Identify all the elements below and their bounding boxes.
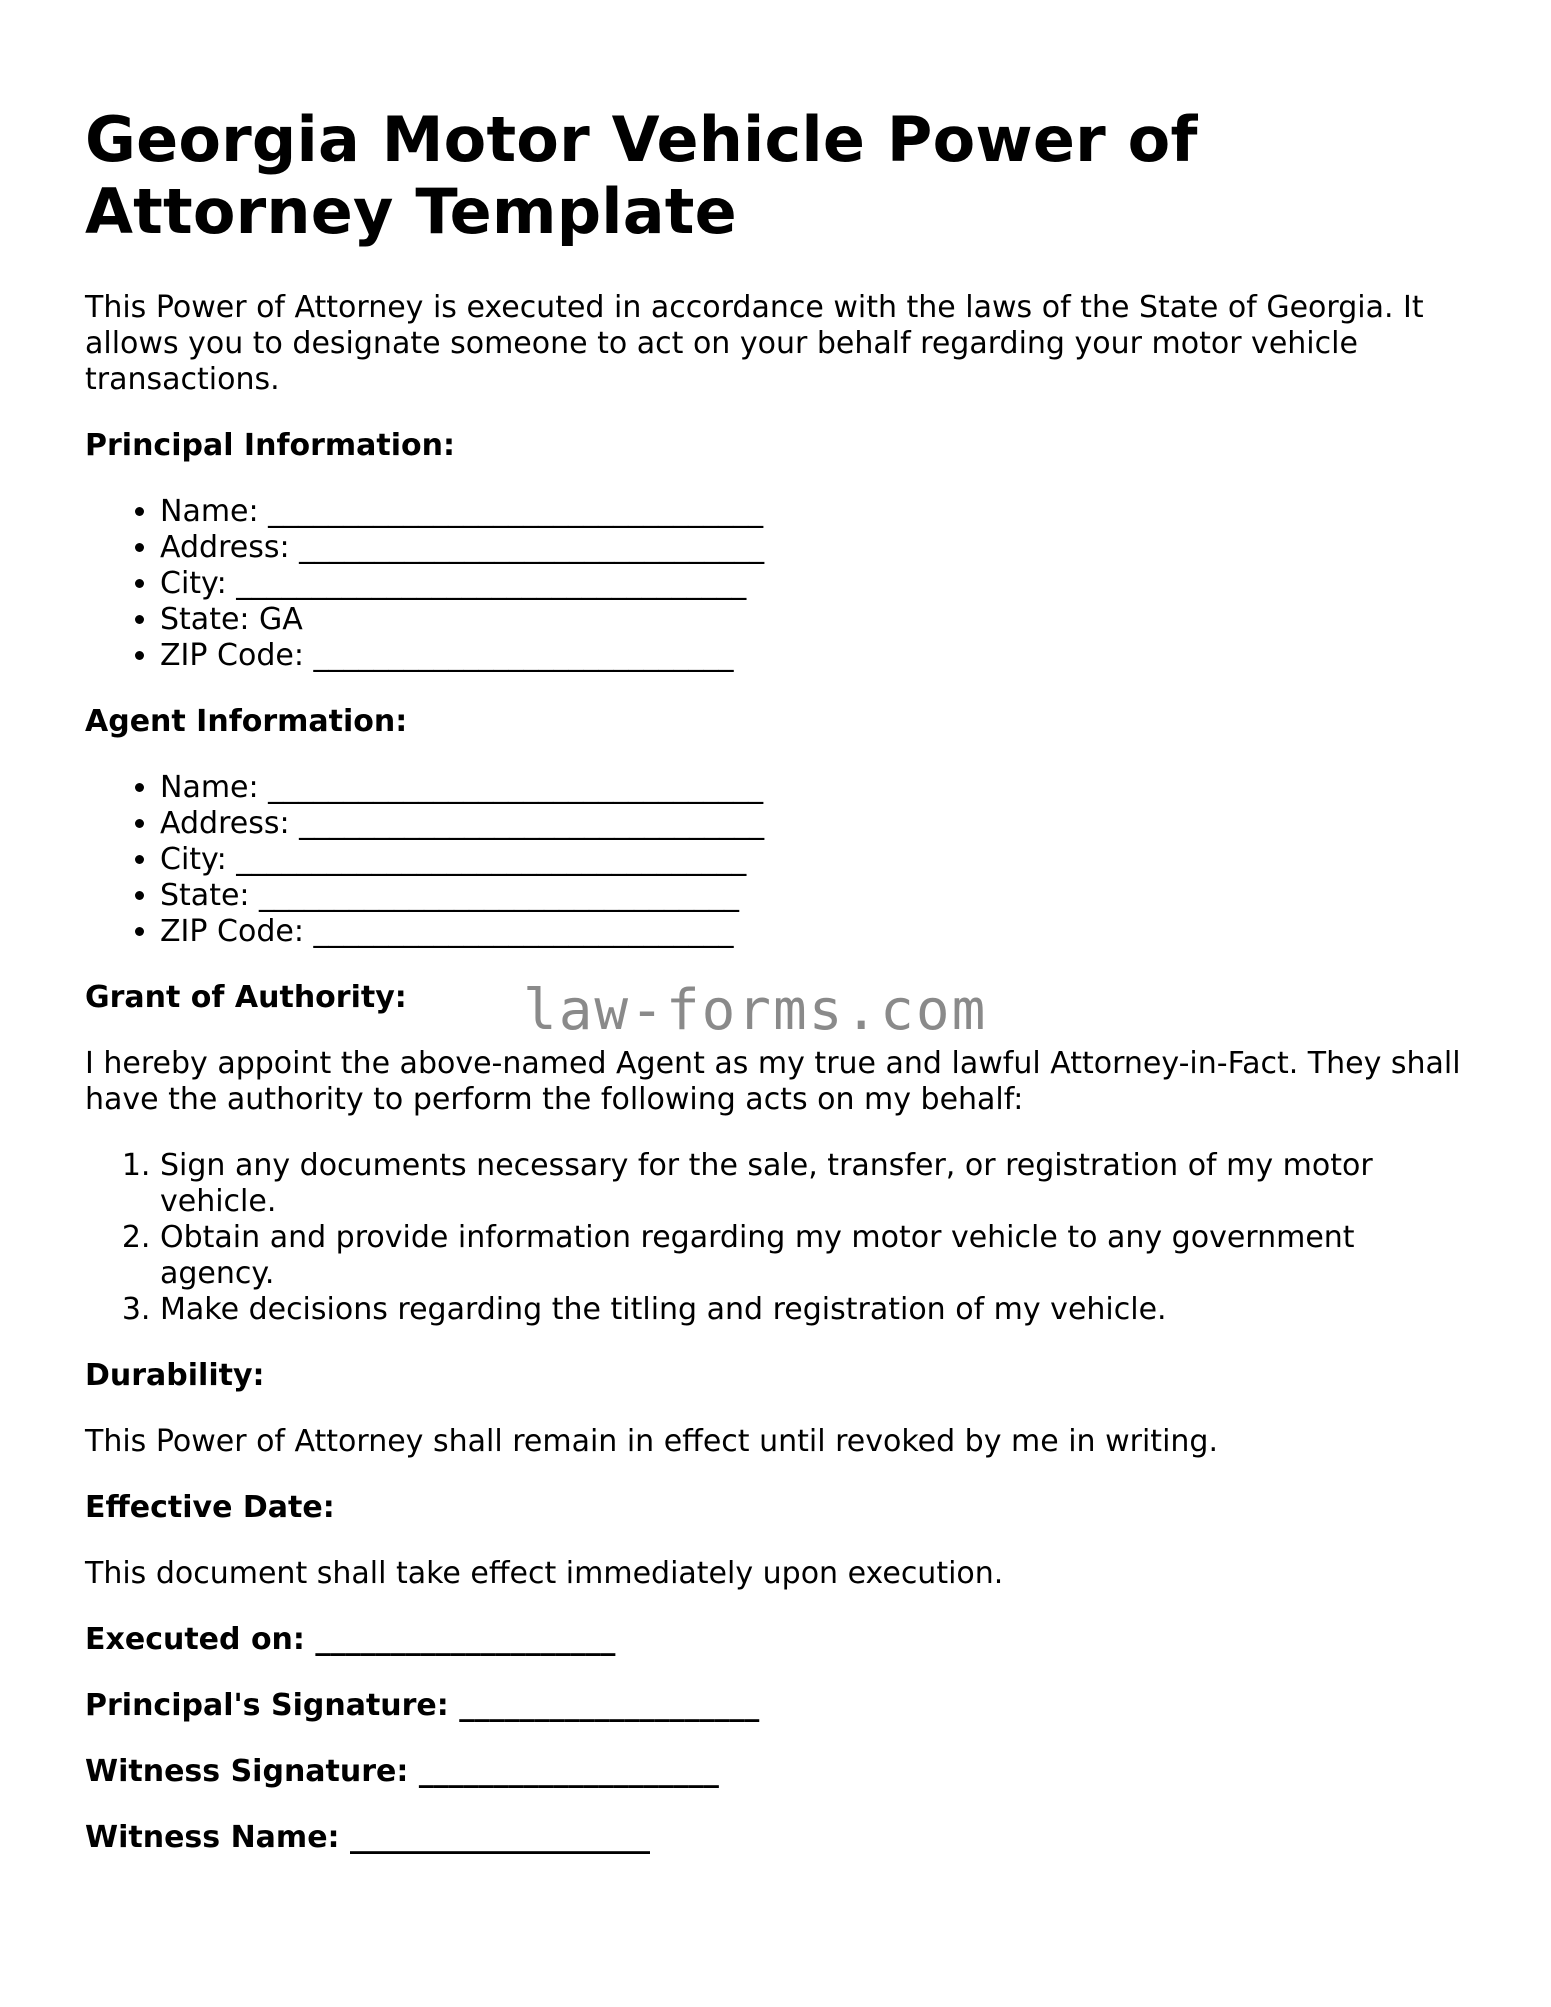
agent-state-field: • State: ________________________________	[160, 878, 1465, 914]
grant-of-authority-heading: Grant of Authority:	[85, 980, 407, 1015]
durability-paragraph: This Power of Attorney shall remain in effect until revoked by me in writing.	[85, 1424, 1218, 1459]
agent-zip-field: • ZIP Code: ____________________________	[160, 914, 1465, 950]
authority-item: 1. Sign any documents necessary for the sale, transfer, or registration of my motor vehicle.	[160, 1148, 1465, 1220]
agent-info-list	[85, 770, 1465, 950]
authority-item: 2. Obtain and provide information regarding my motor vehicle to any government agency.	[160, 1220, 1465, 1292]
witness-name-line: Witness Name: ____________________	[85, 1820, 650, 1855]
document-title: Georgia Motor Vehicle Power of Attorney Template	[85, 103, 1198, 248]
principal-address-field: • Address: _______________________________	[160, 530, 1465, 566]
watermark: law-forms.com	[523, 978, 988, 1043]
principal-signature-line: Principal's Signature: ____________________	[85, 1688, 760, 1723]
agent-name-field: • Name: _________________________________	[160, 770, 1465, 806]
principal-info-list	[85, 494, 1465, 674]
authority-item: 3. Make decisions regarding the titling and registration of my vehicle.	[160, 1292, 1465, 1328]
durability-heading: Durability:	[85, 1358, 265, 1393]
executed-on-line: Executed on: ____________________	[85, 1622, 616, 1657]
intro-paragraph: This Power of Attorney is executed in accordance with the laws of the State of Georgia. It allows you to designate someone to act on your behalf regarding your motor vehicle transactions.	[85, 290, 1424, 397]
principal-info-heading: Principal Information:	[85, 428, 456, 463]
witness-signature-line: Witness Signature: ____________________	[85, 1754, 719, 1789]
effective-date-paragraph: This document shall take effect immediately upon execution.	[85, 1556, 1004, 1591]
agent-info-heading: Agent Information:	[85, 704, 408, 739]
principal-zip-field: • ZIP Code: ____________________________	[160, 638, 1465, 674]
principal-state-field: • State: GA	[160, 602, 1465, 638]
authority-intro-paragraph: I hereby appoint the above-named Agent as my true and lawful Attorney-in-Fact. They shall have the authority to perform the following acts on my behalf:	[85, 1046, 1461, 1117]
principal-name-field: • Name: _________________________________	[160, 494, 1465, 530]
agent-address-field: • Address: _______________________________	[160, 806, 1465, 842]
principal-city-field: • City: __________________________________	[160, 566, 1465, 602]
agent-city-field: • City: __________________________________	[160, 842, 1465, 878]
effective-date-heading: Effective Date:	[85, 1490, 335, 1525]
authority-list	[85, 1148, 1465, 1328]
